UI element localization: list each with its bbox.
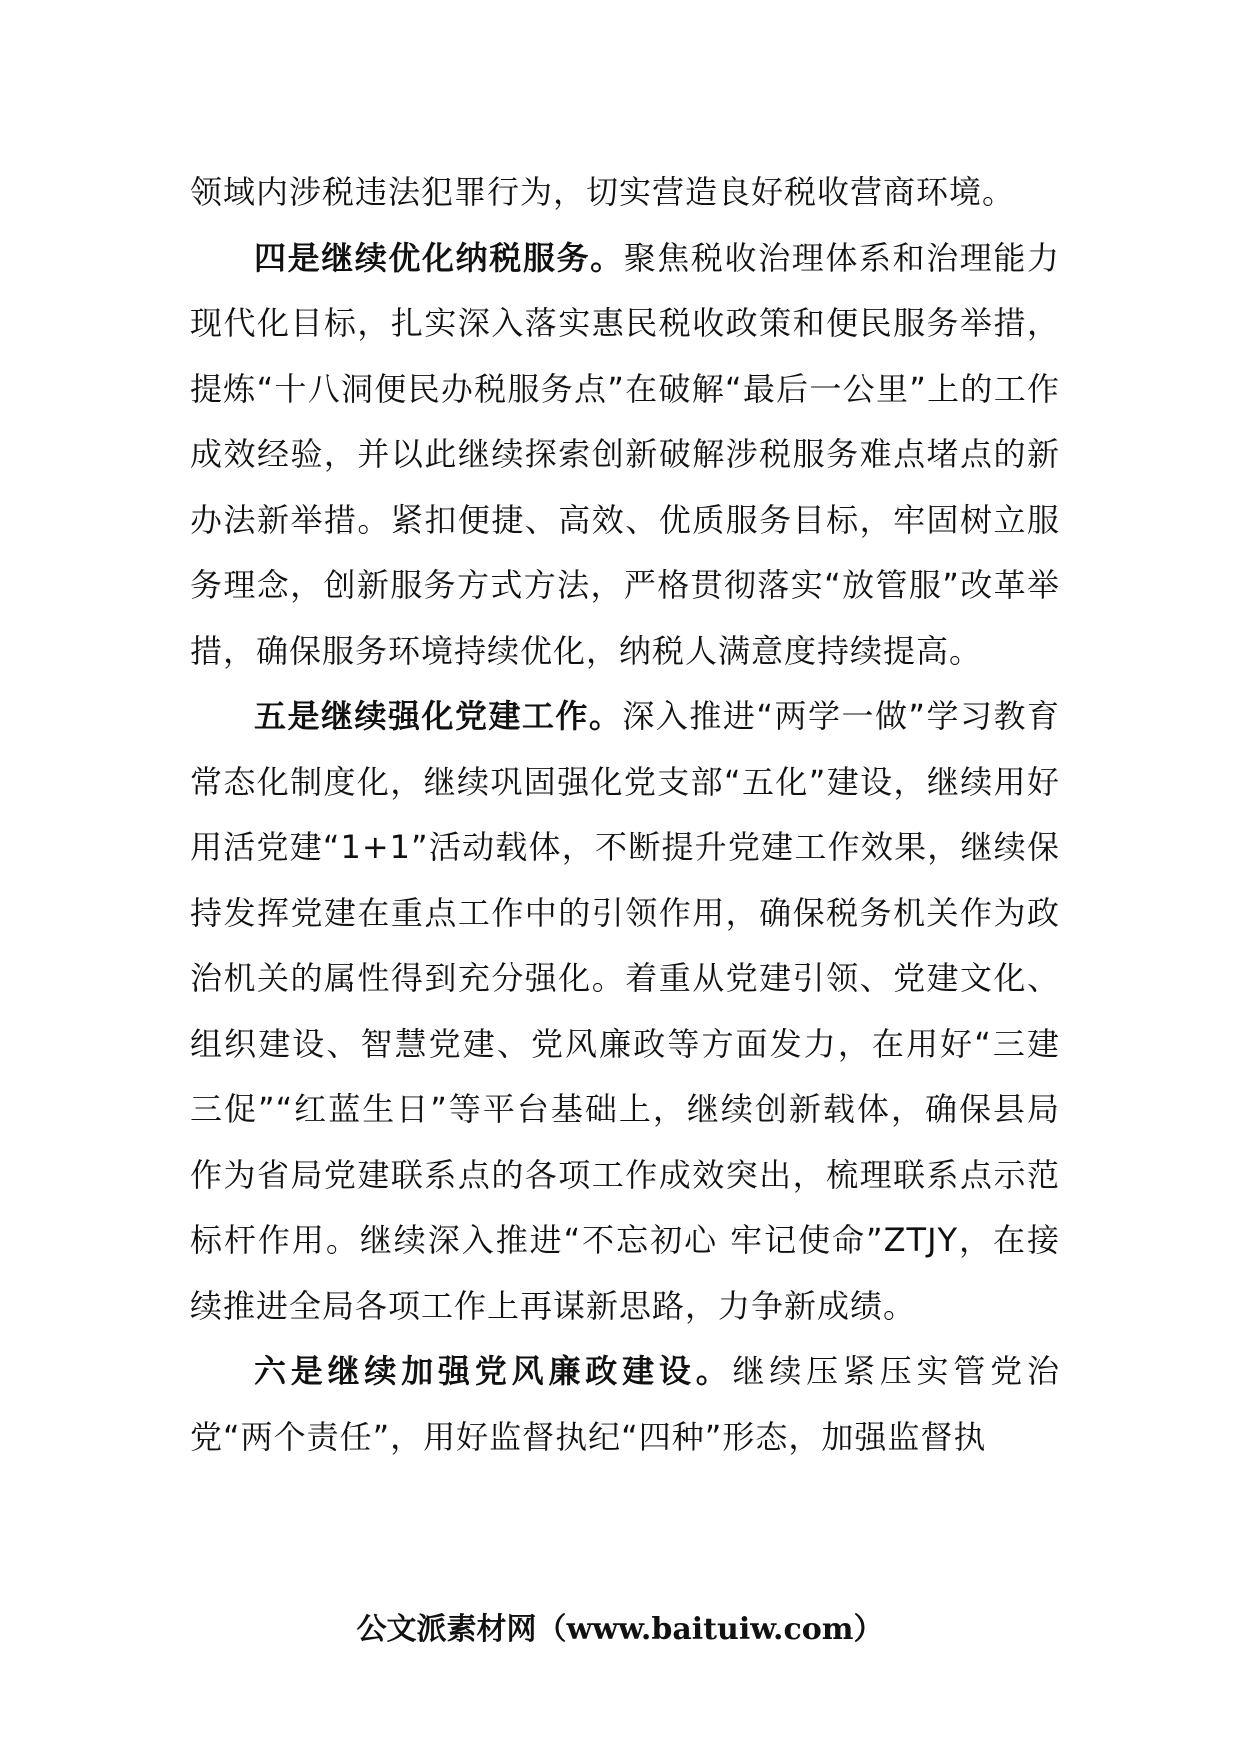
paragraph-text: 领域内涉税违法犯罪行为，切实营造良好税收营商环境。 — [190, 173, 1016, 211]
paragraph-lead: 六是继续加强党风廉政建设。 — [254, 1352, 733, 1390]
paragraph-text: 聚焦税收治理体系和治理能力现代化目标，扎实深入落实惠民税收政策和便民服务举措，提炼“十八洞便民办税服务点”在破解“最后一公里”上的工作成效经验，并以此继续探索创新破解涉税服务难点堵点的新办法新举措。紧扣便捷、高效、优质服务目标，牢固树立服务理念，创新服务方式方法，严格贯彻落实“放管服”改革举措，确保服务环境持续优化，纳税人满意度持续提高。 — [190, 238, 1060, 670]
paragraph-continued — [190, 160, 1060, 226]
paragraph-text: 深入推进“两学一做”学习教育常态化制度化，继续巩固强化党支部“五化”建设，继续用好用活党建“1+1”活动载体，不断提升党建工作效果，继续保持发挥党建在重点工作中的引领作用，确保税务机关作为政治机关的属性得到充分强化。着重从党建引领、党建文化、组织建设、智慧党建、党风廉政等方面发力，在用好“三建三促”“红蓝生日”等平台基础上，继续创新载体，确保县局作为省局党建联系点的各项工作成效突出，梳理联系点示范标杆作用。继续深入推进“不忘初心 牢记使命”ZTJY，在接续推进全局各项工作上再谋新思路，力争新成绩。 — [190, 697, 1060, 1325]
paragraph-tax-service — [190, 226, 1060, 685]
paragraph-lead: 四是继续优化纳税服务。 — [254, 238, 624, 277]
paragraph-integrity — [190, 1339, 1060, 1470]
paragraph-text: 继续压紧压实管党治党“两个责任”，用好监督执纪“四种”形态，加强监督执 — [190, 1352, 1060, 1456]
page-footer: 公文派素材网（www.baituiw.com） — [356, 1612, 884, 1647]
paragraph-lead: 五是继续强化党建工作。 — [254, 697, 623, 735]
paragraph-party-building — [190, 684, 1060, 1339]
document-body — [190, 160, 1060, 1470]
